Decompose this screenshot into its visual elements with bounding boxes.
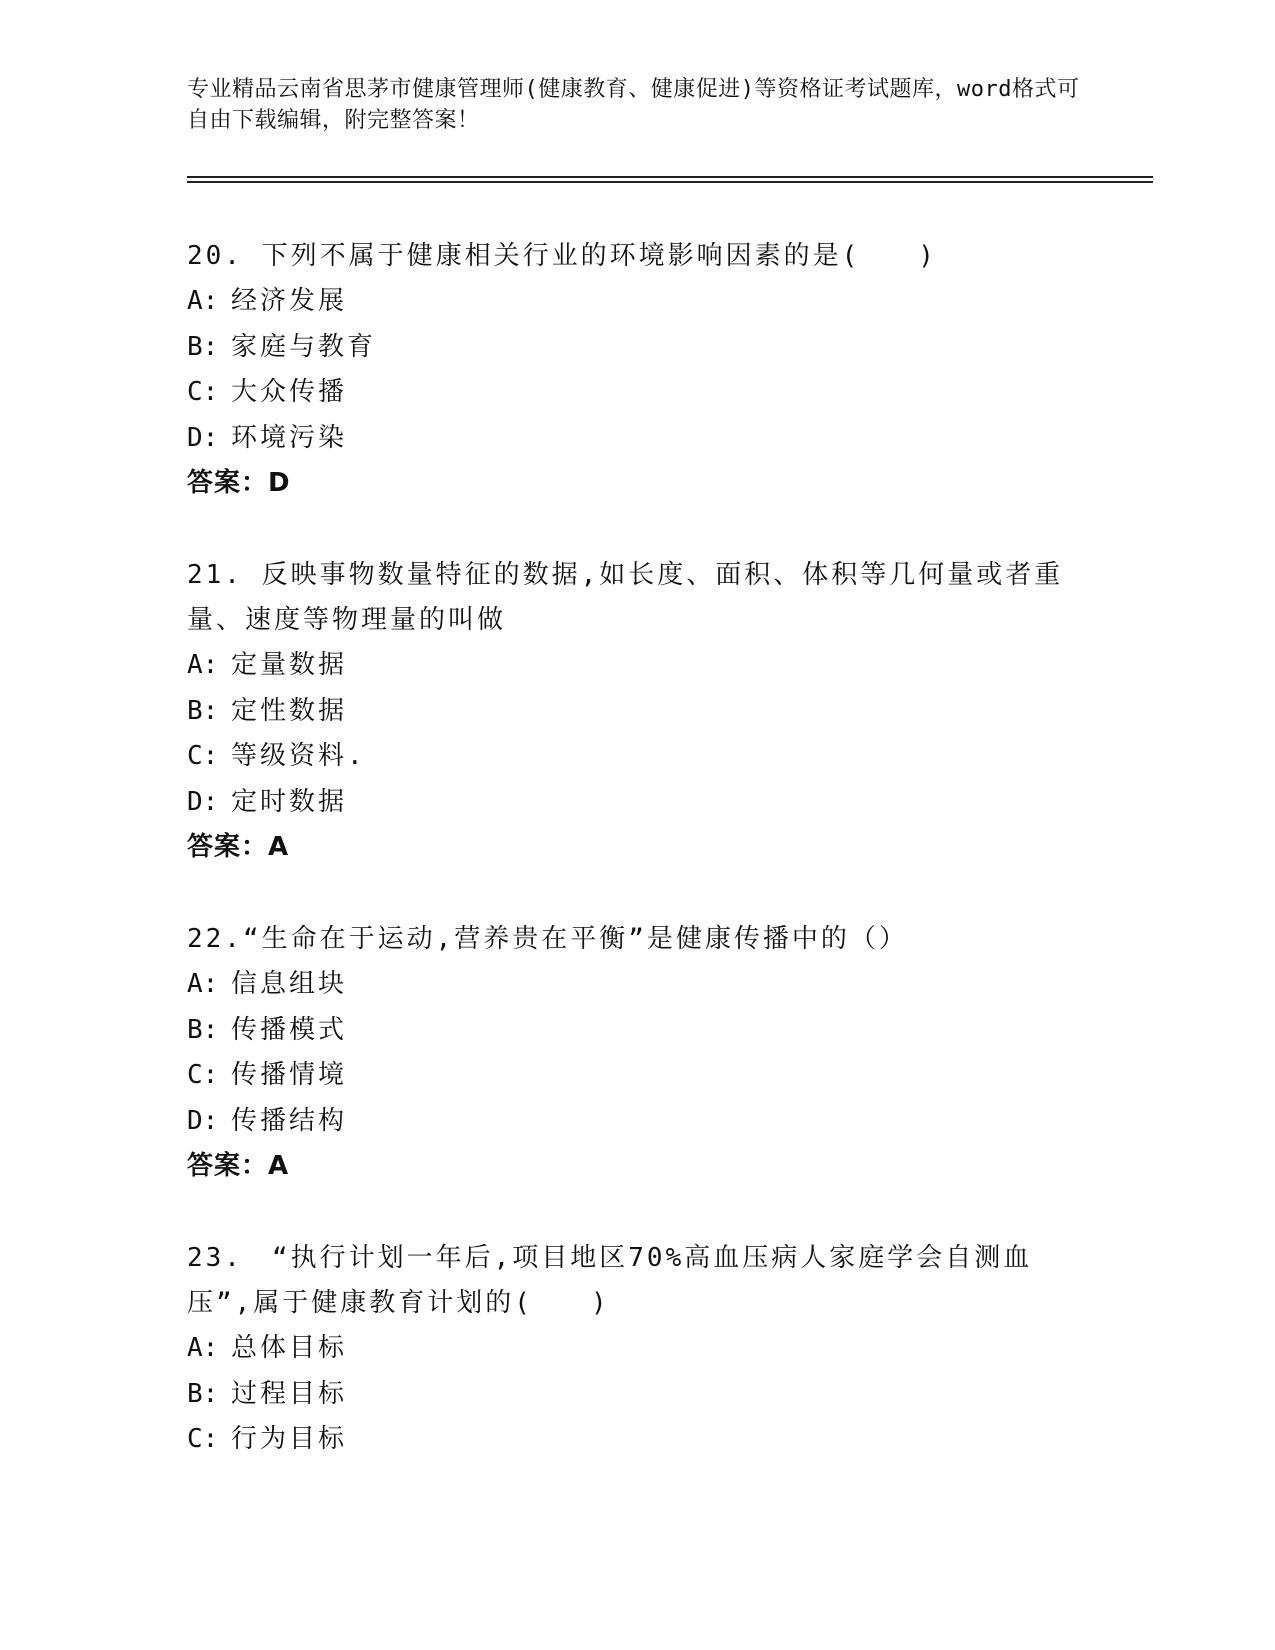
option-text: 定性数据 [231,695,348,726]
question-20 [187,234,1087,507]
option-b [187,689,1087,735]
question-stem: 23. “执行计划一年后,项目地区70%高血压病人家庭学会自测血压”,属于健康教育计划的( ) [187,1243,1033,1318]
option-text: 环境污染 [231,422,348,453]
option-a [187,962,1087,1008]
option-key: D: [187,422,219,453]
option-text: 过程目标 [231,1378,348,1409]
option-text: 总体目标 [231,1333,348,1363]
answer-line: 答案：D [187,468,291,498]
option-text: 家庭与教育 [231,331,377,362]
header-text: 专业精品云南省思茅市健康管理师(健康教育、健康促进)等资格证考试题库，word格式可自由下载编辑，附完整答案！ [187,77,1080,133]
option-key: C: [187,741,219,771]
option-key: B: [187,1014,219,1045]
option-c [187,370,1087,416]
option-d [187,416,1087,462]
question-stem: 20. 下列不属于健康相关行业的环境影响因素的是( ) [187,241,937,271]
header-divider-bottom [187,181,1153,183]
document-header [187,74,1087,136]
question-stem: 21. 反映事物数量特征的数据,如长度、面积、体积等几何量或者重量、速度等物理量的叫做 [187,560,1064,635]
option-key: B: [187,695,219,726]
option-a [187,643,1087,689]
option-b [187,1008,1087,1054]
option-key: A: [187,650,219,680]
option-b [187,1372,1087,1418]
header-divider-top [187,176,1153,178]
option-text: 传播模式 [231,1014,348,1045]
option-key: A: [187,286,219,316]
option-text: 信息组块 [231,969,348,999]
option-key: C: [187,1060,219,1090]
option-key: B: [187,1378,219,1409]
option-a [187,279,1087,325]
option-text: 等级资料. [231,741,366,771]
question-stem: 22.“生命在于运动,营养贵在平衡”是健康传播中的（） [187,924,908,954]
question-23 [187,1236,1087,1463]
question-22 [187,917,1087,1190]
option-c [187,1417,1087,1463]
option-key: D: [187,1105,219,1136]
option-c [187,734,1087,780]
option-key: B: [187,331,219,362]
option-key: C: [187,1424,219,1454]
option-d [187,1099,1087,1145]
answer-line: 答案：A [187,832,290,862]
option-text: 大众传播 [231,377,348,407]
option-text: 定时数据 [231,786,348,817]
question-21 [187,553,1087,871]
option-text: 传播情境 [231,1060,348,1090]
option-b [187,325,1087,371]
option-text: 定量数据 [231,650,348,680]
answer-line: 答案：A [187,1151,290,1181]
option-text: 行为目标 [231,1424,348,1454]
option-d [187,780,1087,826]
option-text: 经济发展 [231,286,348,316]
option-text: 传播结构 [231,1105,348,1136]
option-key: A: [187,1333,219,1363]
option-key: C: [187,377,219,407]
option-key: A: [187,969,219,999]
option-key: D: [187,786,219,817]
option-a [187,1326,1087,1372]
option-c [187,1053,1087,1099]
